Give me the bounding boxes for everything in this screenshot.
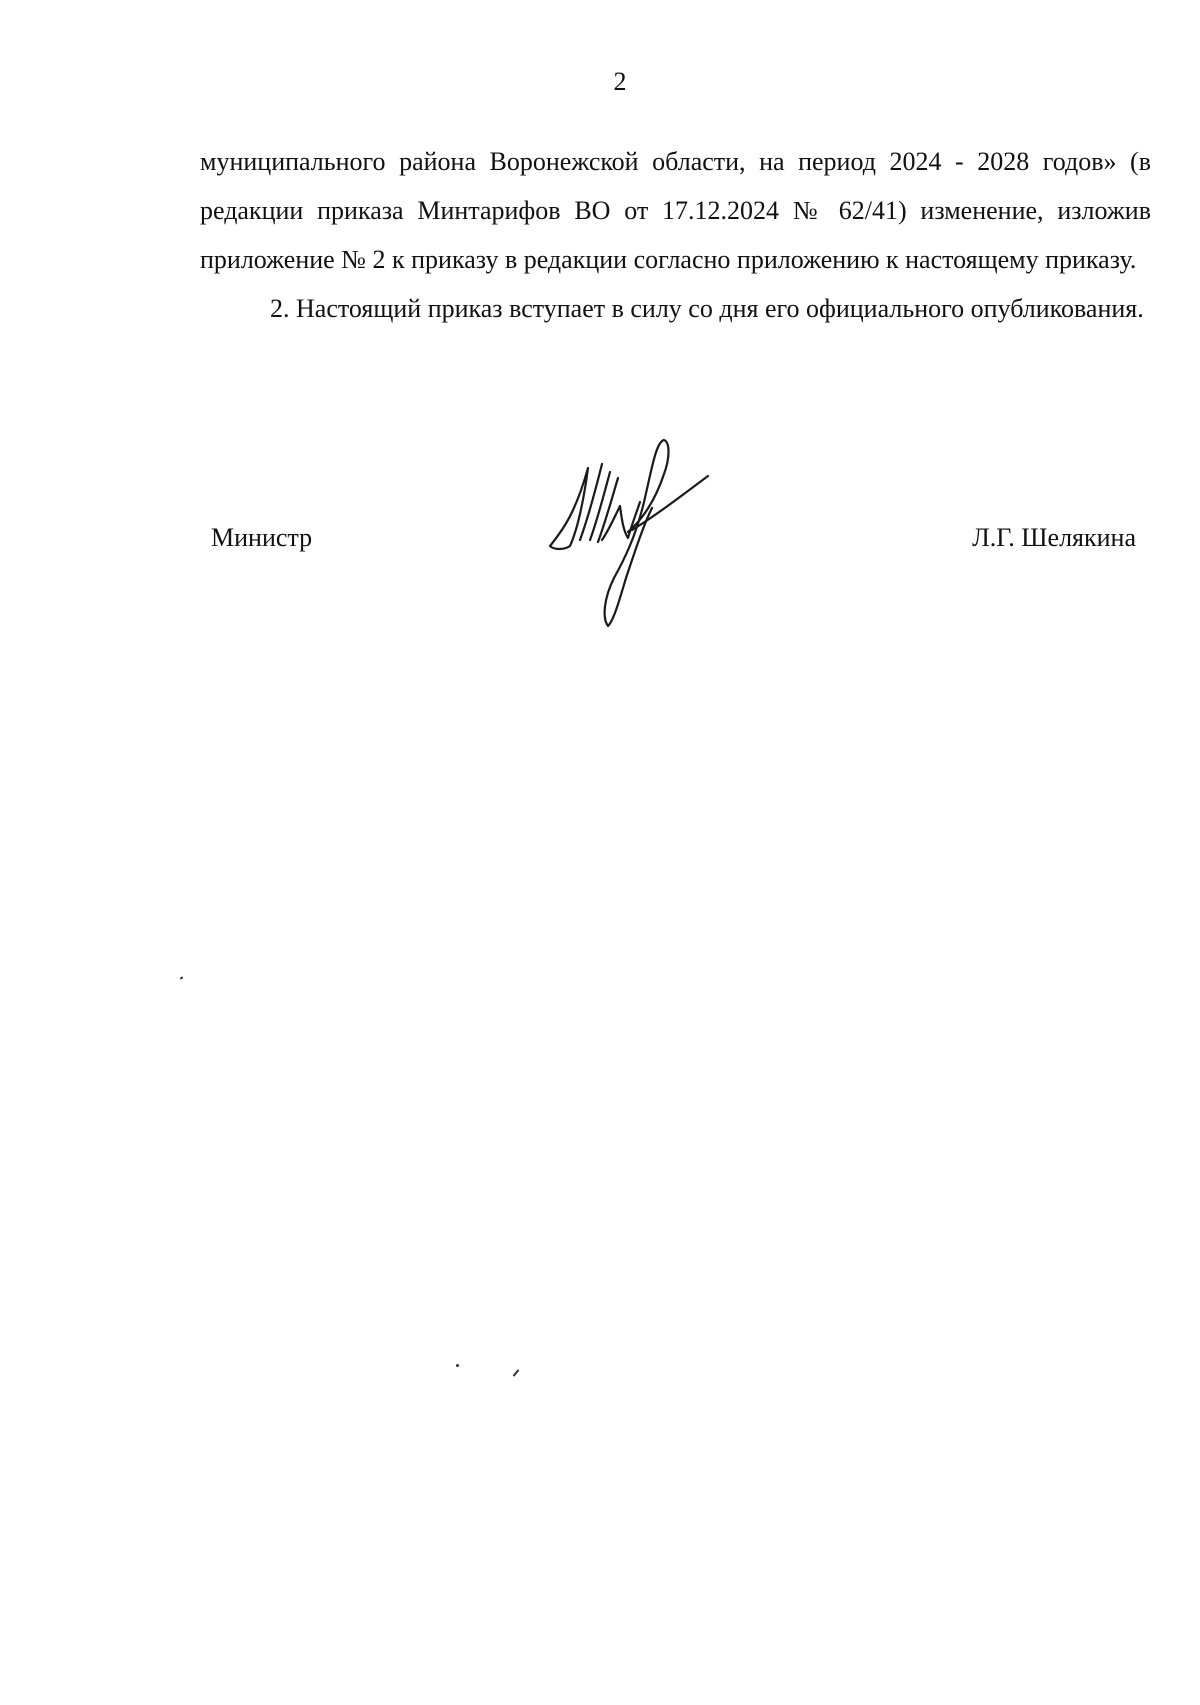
signatory-name: Л.Г. Шелякина <box>972 523 1136 552</box>
page-number: 2 <box>613 67 627 96</box>
paragraph-continuation: муниципального района Воронежской области, на период 2024 - 2028 годов» (в редакции приказа Минтарифов ВО от 17.12.2024 № 62/41) изменение, изложив приложение № 2 к приказу в редакции согласно приложению к настоящему приказу. <box>200 147 1151 274</box>
scan-speck <box>456 1364 459 1367</box>
scan-speck <box>180 976 184 979</box>
signatory-title: Министр <box>211 523 313 552</box>
scan-speck <box>513 1369 520 1376</box>
document-body <box>200 137 1151 333</box>
handwritten-signature <box>540 428 720 648</box>
paragraph-effective-date: 2. Настоящий приказ вступает в силу со дня его официального опубликования. <box>270 294 1144 323</box>
